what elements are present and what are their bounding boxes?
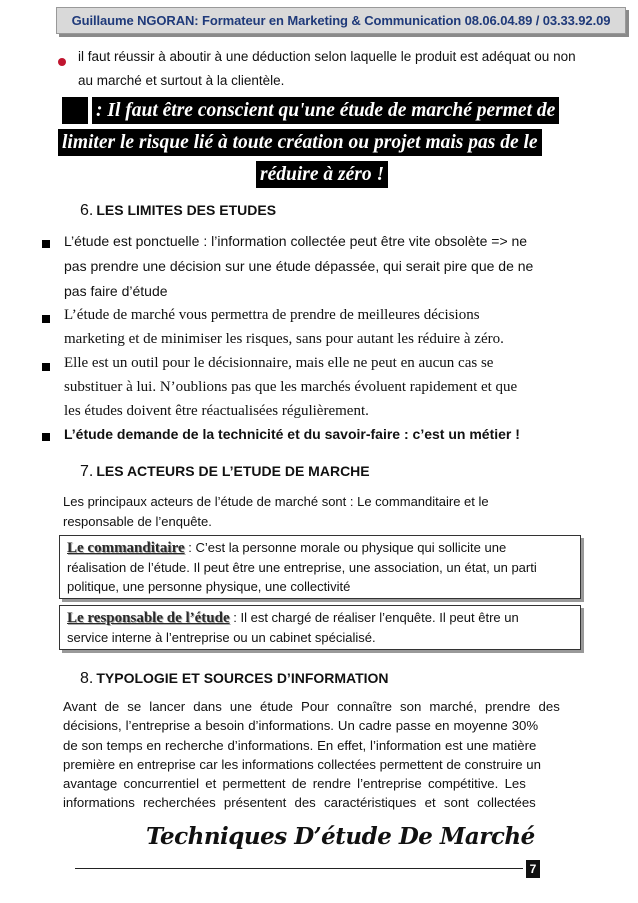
bullet-line: substituer à lui. N’oublions pas que les marchés évoluent rapidement et que — [64, 379, 518, 395]
paragraph-line: informations recherchées présentent des caractéristiques et sont collectées — [63, 795, 536, 810]
bullet-line: L’étude de marché vous permettra de prendre de meilleures décisions — [64, 307, 480, 323]
section-7-heading — [80, 463, 370, 481]
box-text: politique, une personne physique, une collectivité — [67, 579, 351, 594]
box-text: réalisation de l’étude. Il peut être une entreprise, une association, un état, un parti — [67, 560, 537, 575]
section-7-intro: Les principaux acteurs de l’étude de marché sont : Le commanditaire et le — [63, 494, 489, 509]
commanditaire-box — [59, 535, 581, 599]
section-number: 8. — [80, 670, 94, 687]
footer-rule — [75, 868, 523, 869]
box-title: Le responsable de l’étude — [67, 610, 230, 626]
paragraph-line: première en entreprise car les informations collectées permettent de construire un — [63, 757, 541, 772]
paragraph-line: Avant de se lancer dans une étude Pour connaître son marché, prendre des — [63, 699, 560, 714]
box-text: : Il est chargé de réaliser l’enquête. Il peut être un — [229, 610, 519, 625]
square-bullet-icon — [42, 363, 50, 371]
paragraph-line: de son temps en recherche d’informations. En effet, l’information est une matière — [63, 738, 537, 753]
callout-marker — [62, 97, 88, 124]
box-text: service interne à l’entreprise ou un cabinet spécialisé. — [67, 630, 376, 645]
bullet-line: L’étude est ponctuelle : l’information collectée peut être vite obsolète => ne — [64, 233, 528, 249]
square-bullet-icon — [42, 315, 50, 323]
footer-title: Techniques D’étude De Marché — [146, 823, 535, 850]
callout-line: limiter le risque lié à toute création ou projet mais pas de le — [58, 129, 542, 156]
section-title: LES LIMITES DES ETUDES — [96, 202, 277, 218]
bullet-line: les études doivent être réactualisées régulièrement. — [64, 403, 369, 419]
bullet-line: Elle est un outil pour le décisionnaire, mais elle ne peut en aucun cas se — [64, 355, 494, 371]
section-title: TYPOLOGIE ET SOURCES D’INFORMATION — [96, 670, 389, 686]
bullet-line: L’étude demande de la technicité et du savoir-faire : c’est un métier ! — [64, 426, 520, 442]
section-7-intro: responsable de l’enquête. — [63, 514, 212, 529]
bullet-line: marketing et de minimiser les risques, sans pour autant les réduire à zéro. — [64, 331, 504, 347]
intro-line: au marché et surtout à la clientèle. — [78, 73, 285, 88]
page-header — [56, 7, 626, 34]
box-title: Le commanditaire — [67, 540, 185, 556]
header-text: Guillaume NGORAN: Formateur en Marketing & Communication 08.06.04.89 / 03.33.92.09 — [71, 13, 611, 28]
box-text: : C’est la personne morale ou physique qui sollicite une — [184, 540, 507, 555]
square-bullet-icon — [42, 433, 50, 441]
bullet-line: pas prendre une décision sur une étude dépassée, qui serait pire que de ne — [64, 258, 534, 274]
callout-line: réduire à zéro ! — [256, 161, 388, 188]
responsable-box — [59, 605, 581, 650]
paragraph-line: avantage concurrentiel et permettent de rendre l’entreprise compétitive. Les — [63, 776, 526, 791]
intro-line: il faut réussir à aboutir à une déduction selon laquelle le produit est adéquat ou non — [78, 49, 576, 64]
red-bullet-icon — [58, 58, 66, 66]
callout-line: : Il faut être conscient qu'une étude de marché permet de — [92, 97, 559, 124]
section-6-heading — [80, 202, 276, 220]
page-number: 7 — [526, 860, 540, 878]
section-number: 7. — [80, 463, 94, 480]
section-8-heading — [80, 670, 389, 688]
section-title: LES ACTEURS DE L’ETUDE DE MARCHE — [96, 463, 370, 479]
section-number: 6. — [80, 202, 94, 219]
bullet-line: pas faire d’étude — [64, 283, 168, 299]
paragraph-line: décisions, l’entreprise a besoin d’informations. Un cadre passe en moyenne 30% — [63, 718, 539, 733]
square-bullet-icon — [42, 240, 50, 248]
